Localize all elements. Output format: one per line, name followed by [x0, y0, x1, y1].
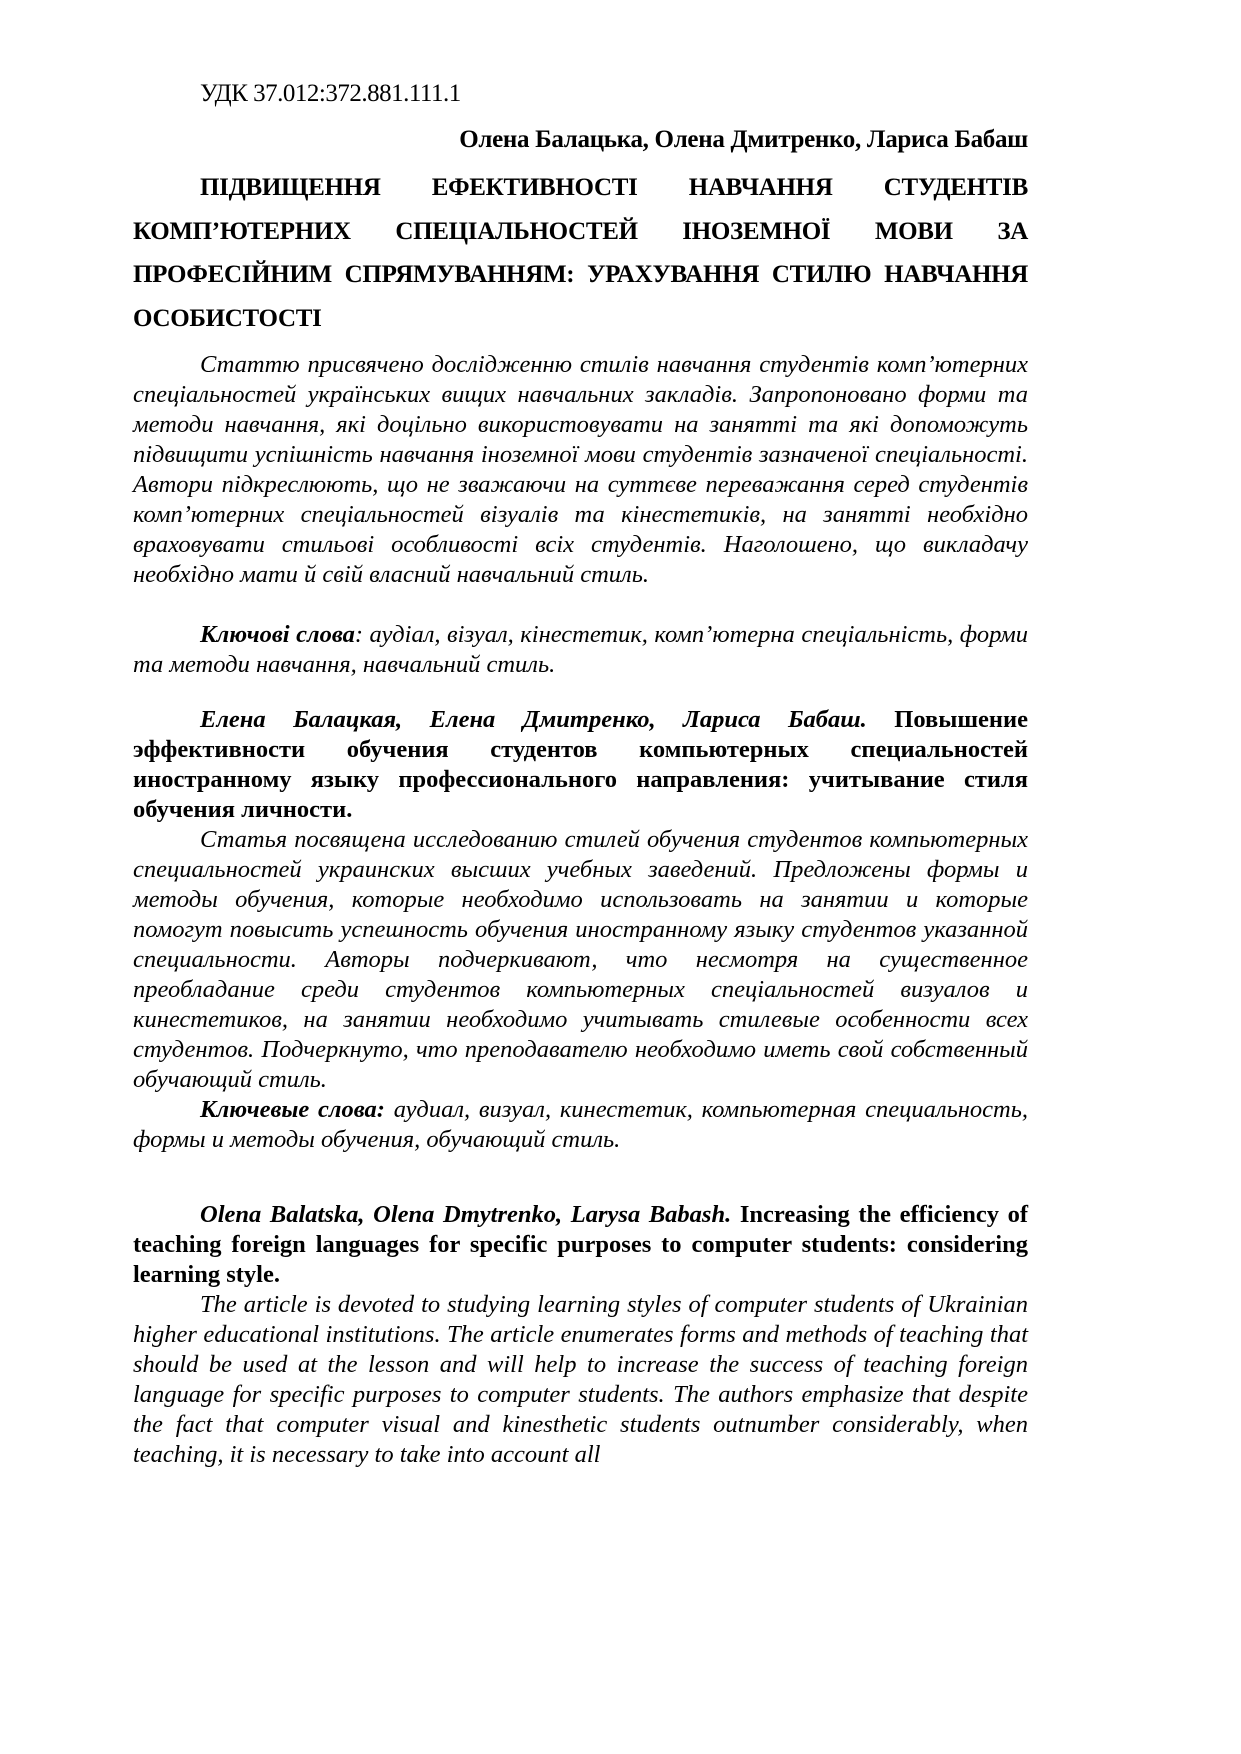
abstract-russian — [133, 825, 1028, 1095]
title-russian: Повышение эффективности обучения студентов компьютерных специальностей иностранному языку профессионального направления: учитывание стиля обучения личности. — [133, 706, 1028, 823]
abstract-ukrainian-text: Статтю присвячено дослідженню стилів навчання студентів комп’ютерних спеціальностей українських вищих навчальних закладів. Запропоновано форми та методи навчання, які доцільно використовувати на занятті та які допоможуть підвищити успішність навчання іноземної мови студентів зазначеної спеціальності. Автори підкреслюють, що не зважаючи на суттєве переважання серед студентів комп’ютерних спеціальностей візуалів та кінестетиків, на занятті необхідно враховувати стильові особливості всіх студентів. Наголошено, що викладачу необхідно мати й свій власний навчальний стиль. — [133, 351, 1028, 588]
keywords-label-russian: Ключевые слова: — [200, 1096, 385, 1123]
title-ukrainian-text: ПІДВИЩЕННЯ ЕФЕКТИВНОСТІ НАВЧАННЯ СТУДЕНТІВ КОМП’ЮТЕРНИХ СПЕЦІАЛЬНОСТЕЙ ІНОЗЕМНОЇ МОВИ ЗА ПРОФЕСІЙНИМ СПРЯМУВАННЯМ: УРАХУВАННЯ СТИЛЮ НАВЧАННЯ ОСОБИСТОСТІ — [133, 174, 1028, 332]
udk-code: УДК 37.012:372.881.111.1 — [200, 80, 461, 107]
abstract-ukrainian — [133, 350, 1028, 590]
authors-ukrainian: Олена Балацька, Олена Дмитренко, Лариса Бабаш — [459, 126, 1028, 153]
authors-russian: Елена Балацкая, Елена Дмитренко, Лариса Бабаш. — [200, 706, 867, 733]
abstract-english — [133, 1290, 1028, 1470]
title-ukrainian — [133, 166, 1028, 340]
abstract-english-text: The article is devoted to studying learning styles of computer students of Ukrainian higher educational institutions. The article enumerates forms and methods of teaching that should be used at the lesson and will help to increase the success of teaching foreign language for specific purposes to computer students. The authors emphasize that despite the fact that computer visual and kinesthetic students outnumber considerably, when teaching, it is necessary to take into account all — [133, 1291, 1028, 1468]
keywords-label-ukrainian: Ключові слова — [200, 621, 355, 648]
abstract-russian-text: Статья посвящена исследованию стилей обучения студентов компьютерных специальностей украинских высших учебных заведений. Предложены формы и методы обучения, которые необходимо использовать на занятии и которые помогут повысить успешность обучения иностранному языку студентов указанной специальности. Авторы подчеркивают, что несмотря на существенное преобладание среди студентов компьютерных спеціальностей визуалов и кинестетиков, на занятии необходимо учитывать стилевые особенности всех студентов. Подчеркнуто, что преподавателю необходимо иметь свой собственный обучающий стиль. — [133, 826, 1028, 1093]
keywords-russian — [133, 1095, 1028, 1155]
keywords-text-russian: аудиал, визуал, кинестетик, компьютерная специальность, формы и методы обучения, обучающий стиль. — [133, 1096, 1028, 1153]
title-english: Increasing the efficiency of teaching foreign languages for specific purposes to computer students: considering learning style. — [133, 1201, 1028, 1288]
heading-russian — [133, 705, 1028, 825]
keywords-text-ukrainian: : аудіал, візуал, кінестетик, комп’ютерна спеціальність, форми та методи навчання, навчальний стиль. — [133, 621, 1029, 678]
keywords-ukrainian — [133, 620, 1028, 680]
heading-english — [133, 1200, 1028, 1290]
authors-english: Olena Balatska, Olena Dmytrenko, Larysa Babash. — [200, 1201, 732, 1228]
